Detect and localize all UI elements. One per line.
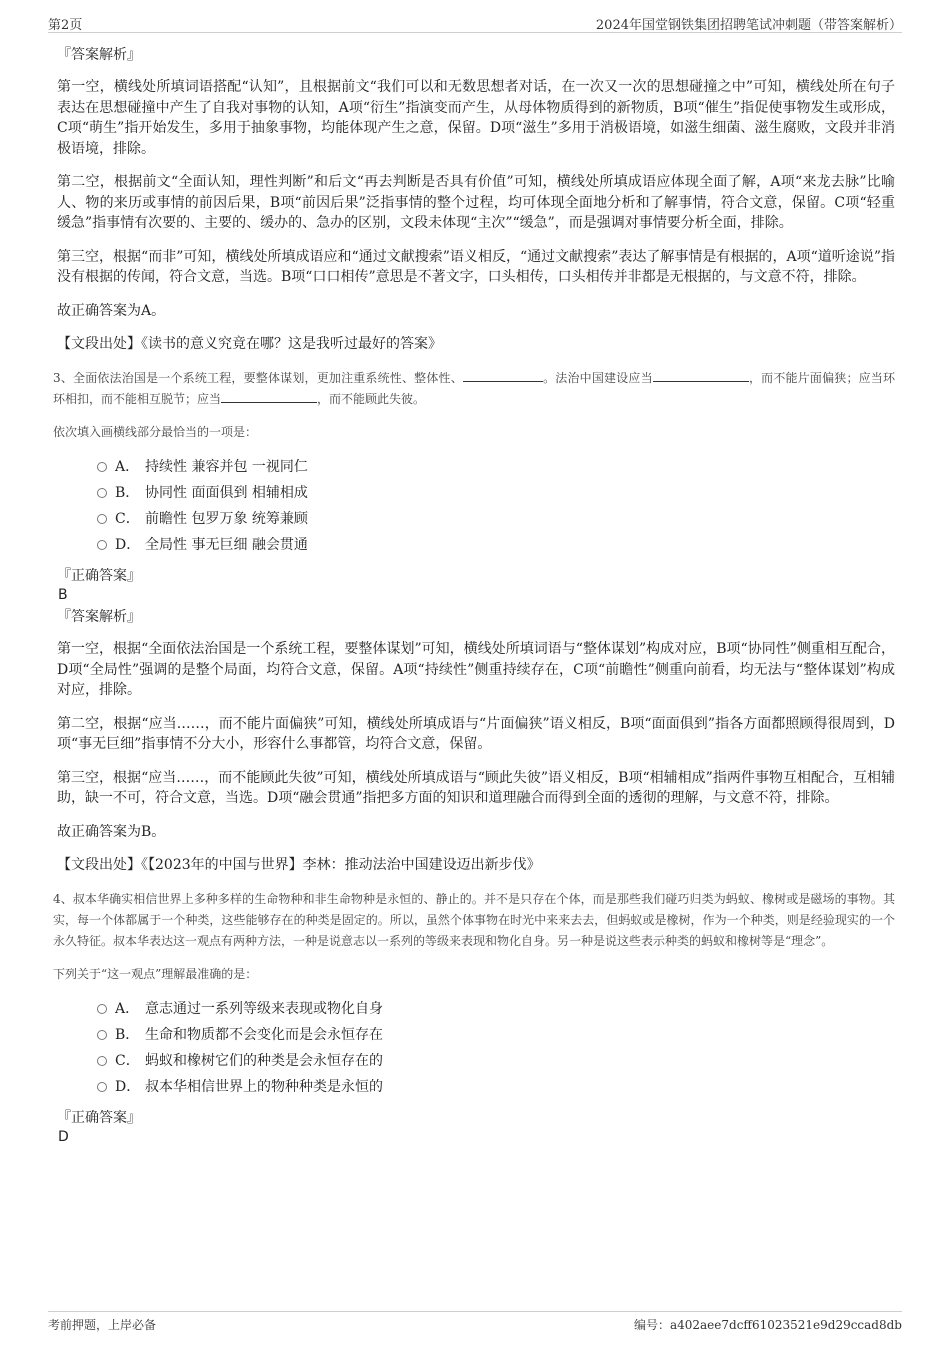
option-letter: A．	[115, 459, 140, 475]
question-prompt: 下列关于“这一观点”理解最准确的是：	[53, 967, 258, 981]
radio-icon[interactable]	[97, 1030, 107, 1040]
analysis-paragraph: 第三空，根据“而非”可知，横线处所填成语应和“通过文献搜索”语义相反，“通过文献搜索”表达了解事情是有根据的，A项“道听途说”指没有根据的传闻，符合文意，当选。B项“口口相传”意思是不著文字，口头相传，口头相传并非都是无根据的，与文意不符，排除。	[57, 248, 895, 285]
question-prompt: 依次填入画横线部分最恰当的一项是：	[53, 425, 258, 439]
option-a[interactable]	[97, 996, 895, 1022]
fill-blank	[653, 368, 749, 382]
analysis-paragraph: 第三空，根据“应当……，而不能顾此失彼”可知，横线处所填成语与“顾此失彼”语义相反，B项“相辅相成”指两件事物互相配合，互相辅助，缺一不可，符合文意，当选。D项“融会贯通”指把多方面的知识和道理融合而得到全面的透彻的理解，与文意不符，排除。	[57, 769, 895, 806]
question-text: 3、全面依法治国是一个系统工程，要整体谋划，更加注重系统性、整体性、	[53, 371, 463, 385]
correct-answer-label: 『正确答案』	[57, 568, 141, 584]
main-content	[53, 45, 895, 1149]
radio-icon[interactable]	[97, 540, 107, 550]
option-b[interactable]	[97, 1022, 895, 1048]
passage-source: 【文段出处】《【2023年的中国与世界】李林：推动法治中国建设迈出新步伐》	[57, 857, 541, 873]
analysis-paragraph: 第一空，横线处所填词语搭配“认知”，且根据前文“我们可以和无数思想者对话，在一次又一次的思想碰撞之中”可知，横线处所在句子表达在思想碰撞中产生了自我对事物的认知，A项“衍生”指演变而产生，从母体物质得到的新物质，B项“催生”指促使事物发生或形成，C项“萌生”指开始发生，多用于抽象事物，均能体现产生之意，保留。D项“滋生”多用于消极语境，如滋生细菌、滋生腐败，文段并非消极语境，排除。	[57, 79, 895, 157]
option-letter: A．	[115, 1001, 140, 1017]
option-c[interactable]	[97, 506, 895, 532]
option-text: 前瞻性 包罗万象 统筹兼顾	[145, 511, 308, 527]
document-title: 2024年国堂钢铁集团招聘笔试冲刺题（带答案解析）	[595, 18, 902, 33]
option-letter: D．	[115, 1079, 141, 1095]
radio-icon[interactable]	[97, 462, 107, 472]
radio-icon[interactable]	[97, 1082, 107, 1092]
analysis-paragraph: 第一空，根据“全面依法治国是一个系统工程，要整体谋划”可知，横线处所填词语与“整体谋划”构成对应，B项“协同性”侧重相互配合，D项“全局性”强调的是整个局面，均符合文意，保留。A项“持续性”侧重持续存在，C项“前瞻性”侧重向前看，均无法与“整体谋划”构成对应，排除。	[57, 641, 895, 698]
option-d[interactable]	[97, 532, 895, 558]
analysis-paragraph: 第二空，根据“应当……，而不能片面偏狭”可知，横线处所填成语与“片面偏狭”语义相反，B项“面面俱到”指各方面都照顾得很周到，D项“事无巨细”指事情不分大小，形容什么事都管，均符合文意，保留。	[57, 715, 895, 752]
option-b[interactable]	[97, 480, 895, 506]
option-d[interactable]	[97, 1074, 895, 1100]
analysis-conclusion: 故正确答案为A。	[57, 302, 166, 319]
correct-answer-value: B	[58, 587, 68, 603]
document-id: 编号：a402aee7dcff61023521e9d29ccad8db	[633, 1318, 902, 1332]
option-text: 意志通过一系列等级来表现或物化自身	[145, 1001, 383, 1017]
question-4-text: 4、叔本华确实相信世界上多种多样的生命物种和非生命物种是永恒的、静止的。并不是只存在个体，而是那些我们碰巧归类为蚂蚁、橡树或是磁场的事物。其实，每一个体都属于一个种类，这些能够存在的种类是固定的。所以，虽然个体事物在时光中来来去去，但蚂蚁或是橡树，作为一个种类，则是经验现实的一个永久特征。叔本华表达这一观点有两种方法，一种是说意志以一系列的等级来表现和物化自身。另一种是说这些表示种类的蚂蚁和橡树等是“理念”。	[53, 892, 895, 948]
answer-analysis-label: 『答案解析』	[57, 47, 141, 63]
option-letter: B．	[115, 485, 140, 501]
question-text: 。法治中国建设应当	[542, 371, 653, 385]
option-c[interactable]	[97, 1048, 895, 1074]
question-4-options	[97, 996, 895, 1100]
option-text: 叔本华相信世界上的物种种类是永恒的	[145, 1079, 383, 1095]
page-number: 第2页	[48, 18, 83, 33]
option-letter: C．	[115, 511, 140, 527]
option-text: 协同性 面面俱到 相辅相成	[145, 485, 308, 501]
option-letter: C．	[115, 1053, 140, 1069]
footer-slogan: 考前押题，上岸必备	[48, 1318, 157, 1332]
radio-icon[interactable]	[97, 514, 107, 524]
correct-answer-value: D	[58, 1129, 69, 1145]
page-footer	[48, 1311, 902, 1334]
radio-icon[interactable]	[97, 488, 107, 498]
option-text: 持续性 兼容并包 一视同仁	[145, 459, 308, 475]
fill-blank	[221, 389, 317, 403]
option-text: 全局性 事无巨细 融会贯通	[145, 537, 308, 553]
option-text: 生命和物质都不会变化而是会永恒存在	[145, 1027, 383, 1043]
passage-source: 【文段出处】《读书的意义究竟在哪？这是我听过最好的答案》	[57, 336, 442, 352]
answer-analysis-label: 『答案解析』	[57, 609, 141, 625]
question-3-options	[97, 454, 895, 558]
option-a[interactable]	[97, 454, 895, 480]
option-text: 蚂蚁和橡树它们的种类是会永恒存在的	[145, 1053, 383, 1069]
question-text: ，而不能片面偏狭；应当环环相扣，而不能相互脱节；应当	[53, 371, 895, 406]
question-3-text	[53, 368, 895, 410]
option-letter: D．	[115, 537, 141, 553]
page-header	[48, 12, 902, 33]
fill-blank	[463, 368, 543, 382]
option-letter: B．	[115, 1027, 140, 1043]
question-text: ，而不能顾此失彼。	[317, 392, 426, 406]
analysis-conclusion: 故正确答案为B。	[57, 823, 166, 840]
correct-answer-label: 『正确答案』	[57, 1110, 141, 1126]
radio-icon[interactable]	[97, 1004, 107, 1014]
radio-icon[interactable]	[97, 1056, 107, 1066]
analysis-paragraph: 第二空，根据前文“全面认知，理性判断”和后文“再去判断是否具有价值”可知，横线处所填成语应体现全面了解，A项“来龙去脉”比喻人、物的来历或事情的前因后果，B项“前因后果”泛指事情的整个过程，均可体现全面地分析和了解事情，符合文意，保留。C项“轻重缓急”指事情有次要的、主要的、缓办的、急办的区别，文段未体现“主次”“缓急”，而是强调对事情要分析全面，排除。	[57, 174, 895, 231]
